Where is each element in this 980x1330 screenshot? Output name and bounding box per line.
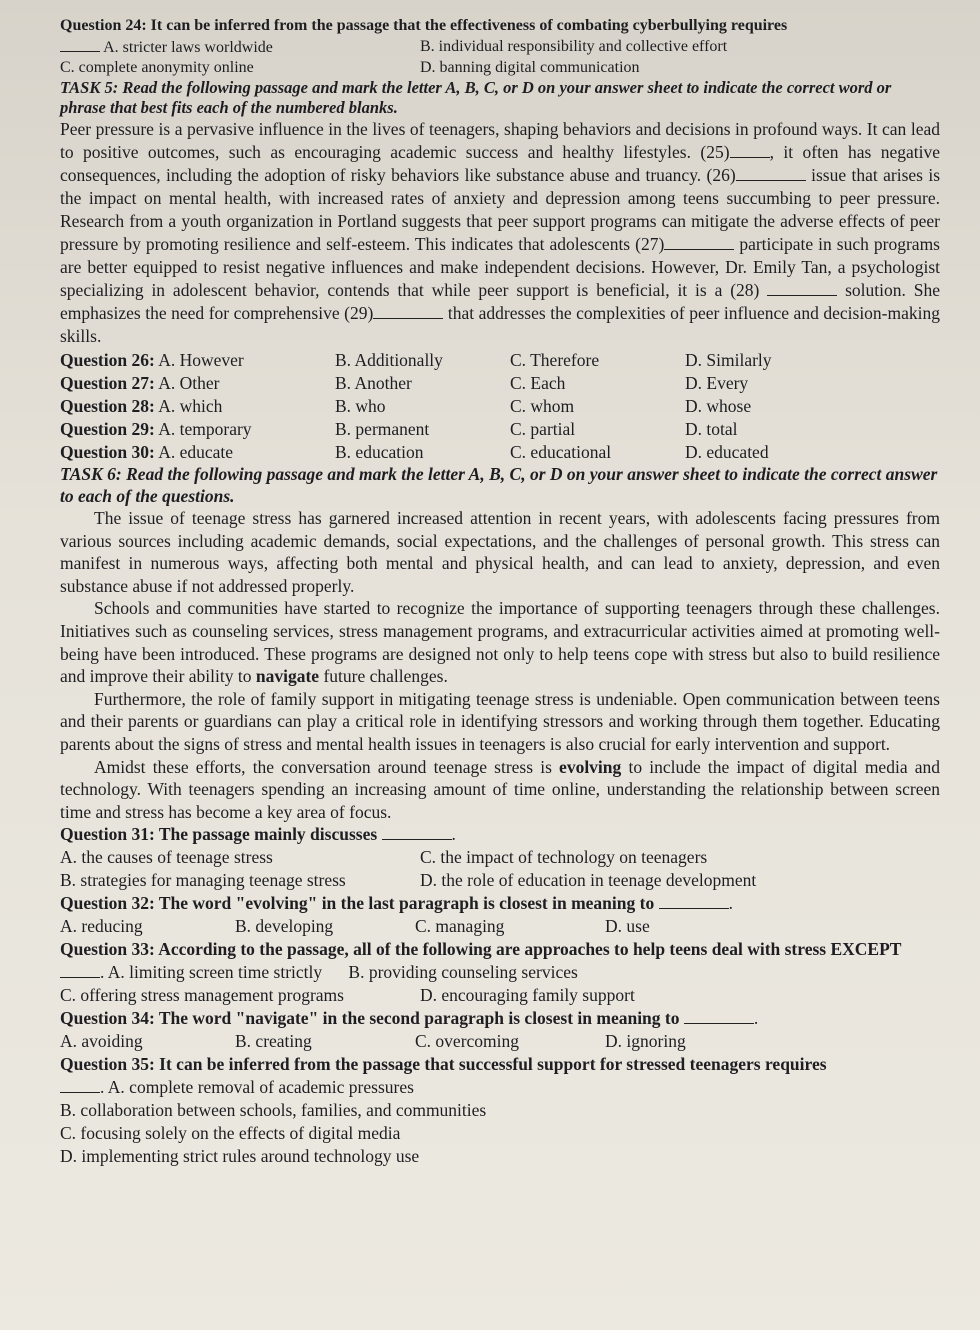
q32-option-c[interactable]: C. managing <box>415 916 505 937</box>
passage-paragraph-3: Furthermore, the role of family support in mitigating teenage stress is undeniable. Open communication between teens and their parents or guardians can play a critical role in identifying stressors and working through them together. Educating parents about the signs of stress and mental health issues in teenagers is also crucial for early intervention and support. <box>60 688 940 754</box>
q29-option-a[interactable]: A. temporary <box>158 419 252 439</box>
q27-option-d[interactable]: D. Every <box>685 373 749 393</box>
q34-option-d[interactable]: D. ignoring <box>605 1031 686 1052</box>
q32-option-d[interactable]: D. use <box>605 916 650 937</box>
q24-option-d[interactable]: D. banning digital communication <box>420 59 640 76</box>
question-32: Question 32: The word "evolving" in the last paragraph is closest in meaning to . A. reducing B. developing C. managing D. use <box>60 892 940 938</box>
q30-option-b[interactable]: B. education <box>335 442 424 462</box>
q31-stem: Question 31: The passage mainly discusses <box>60 824 378 845</box>
q31-option-a[interactable]: A. the causes of teenage stress <box>60 847 273 868</box>
word-evolving: evolving <box>559 756 622 777</box>
q24-option-a[interactable]: A. stricter laws worldwide <box>60 37 420 58</box>
q30-option-a[interactable]: A. educate <box>158 442 234 462</box>
q29-option-c[interactable]: C. partial <box>510 419 576 439</box>
q35-option-a[interactable]: A. complete removal of academic pressures <box>107 1077 414 1098</box>
q26-option-d[interactable]: D. Similarly <box>685 350 772 370</box>
word-navigate: navigate <box>255 666 320 687</box>
question-31: Question 31: The passage mainly discusses . A. the causes of teenage stress C. the impact of technology on teenagers B. strategies for managing teenage stress D. the role of education in teenage development <box>60 823 940 892</box>
q24-option-c[interactable]: C. complete anonymity online <box>60 59 254 76</box>
q24-stem: Question 24: It can be inferred from the passage that the effectiveness of combating cyberbullying requires <box>60 17 788 34</box>
blank-27[interactable] <box>664 235 734 250</box>
exam-sheet <box>60 14 940 1168</box>
q28-option-b[interactable]: B. who <box>335 396 386 416</box>
q29-option-b[interactable]: B. permanent <box>335 419 430 439</box>
q33-option-b[interactable]: B. providing counseling services <box>348 962 578 983</box>
q33-stem: Question 33: According to the passage, all of the following are approaches to help teens deal with stress EXCEPT <box>60 939 902 960</box>
q33-option-c[interactable]: C. offering stress management programs <box>60 985 344 1006</box>
blank-29[interactable] <box>373 304 443 319</box>
question-35: Question 35: It can be inferred from the passage that successful support for stressed teenagers requires . A. complete removal of academic pressures B. collaboration between schools, families, and communities C. focusing solely on the effects of digital media D. implementing strict rules around technology use <box>60 1053 940 1168</box>
q27-option-b[interactable]: B. Another <box>335 373 412 393</box>
q34-option-c[interactable]: C. overcoming <box>415 1031 520 1052</box>
q28-option-c[interactable]: C. whom <box>510 396 575 416</box>
q35-option-b[interactable]: B. collaboration between schools, families, and communities <box>60 1100 487 1121</box>
q27-option-a[interactable]: A. Other <box>158 373 220 393</box>
blank-26[interactable] <box>736 166 806 181</box>
q28-option-d[interactable]: D. whose <box>685 396 752 416</box>
q32-stem: Question 32: The word "evolving" in the last paragraph is closest in meaning to <box>60 893 655 914</box>
question-28: Question 28: A. which B. who C. whom D. whose <box>60 395 940 417</box>
question-34: Question 34: The word "navigate" in the second paragraph is closest in meaning to . A. avoiding B. creating C. overcoming D. ignoring <box>60 1007 940 1053</box>
task6-heading: TASK 6: Read the following passage and mark the letter A, B, C, or D on your answer sheet to indicate the correct answer to each of the questions. <box>60 464 938 506</box>
q28-option-a[interactable]: A. which <box>158 396 223 416</box>
question-30: Question 30: A. educate B. education C. educational D. educated <box>60 441 940 463</box>
question-27: Question 27: A. Other B. Another C. Each D. Every <box>60 372 940 394</box>
question-26: Question 26: A. However B. Additionally C. Therefore D. Similarly <box>60 349 940 371</box>
q35-stem: Question 35: It can be inferred from the passage that successful support for stressed teenagers requires <box>60 1054 827 1075</box>
q31-option-d[interactable]: D. the role of education in teenage development <box>420 870 757 891</box>
q32-option-b[interactable]: B. developing <box>235 916 334 937</box>
question-33: Question 33: According to the passage, all of the following are approaches to help teens deal with stress EXCEPT . A. limiting screen time strictly B. providing counseling services C. offering stress management programs D. encouraging family support <box>60 939 902 1006</box>
q33-option-a[interactable]: A. limiting screen time strictly <box>107 962 323 983</box>
blank-25[interactable]: (25) <box>700 142 769 162</box>
q34-option-b[interactable]: B. creating <box>235 1031 312 1052</box>
q31-option-b[interactable]: B. strategies for managing teenage stress <box>60 870 346 891</box>
passage-paragraph-1: The issue of teenage stress has garnered increased attention in recent years, with adolescents facing pressures from various sources including academic demands, social expectations, and the challenges of personal growth. This stress can manifest in numerous ways, affecting both mental and physical health, and can lead to anxiety, depression, and even substance abuse if not addressed properly. <box>60 508 940 596</box>
q29-option-d[interactable]: D. total <box>685 419 738 439</box>
passage-paragraph-2: Schools and communities have started to recognize the importance of supporting teenagers through these challenges. Initiatives such as counseling services, stress management programs, and extracurricular activities aimed at promoting well-being have been introduced. These programs are designed not only to help teens cope with stress but also to build resilience and improve their ability to navigate future challenges. <box>60 598 940 687</box>
q32-option-a[interactable]: A. reducing <box>60 916 143 937</box>
task6-passage <box>60 507 940 823</box>
q30-option-d[interactable]: D. educated <box>685 442 769 462</box>
task5-heading: TASK 5: Read the following passage and mark the letter A, B, C, or D on your answer sheet to indicate the correct word or phrase that best fits each of the numbered blanks. <box>60 78 892 117</box>
q31-option-c[interactable]: C. the impact of technology on teenagers <box>420 847 708 868</box>
q26-option-b[interactable]: B. Additionally <box>335 350 443 370</box>
question-29: Question 29: A. temporary B. permanent C. partial D. total <box>60 418 940 440</box>
q34-option-a[interactable]: A. avoiding <box>60 1031 143 1052</box>
task5-passage: Peer pressure is a pervasive influence in the lives of teenagers, shaping behaviors and decisions in profound ways. It can lead to positive outcomes, such as encouraging academic success and healthy lifestyles. (25) , it often has negative consequences, including the adoption of risky behaviors like substance abuse and truancy. (26) issue that arises is the impact on mental health, with increased rates of anxiety and depression among teens succumbing to peer pressure. Research from a youth organization in Portland suggests that peer support programs can mitigate the adverse effects of peer pressure by promoting resilience and self-esteem. This indicates that adolescents (27) participate in such programs are better equipped to resist negative influences and make independent decisions. However, Dr. Emily Tan, a psychologist specializing in adolescent behavior, contends that while peer support is beneficial, it is a (28) solution. She emphasizes the need for comprehensive (29) that addresses the complexities of peer influence and decision-making skills. <box>60 119 941 346</box>
passage-paragraph-4: Amidst these efforts, the conversation around teenage stress is evolving to include the impact of digital media and technology. With teenagers spending an increasing amount of time online, understanding the relationship between screen time and stress has become a key area of focus. <box>60 756 941 822</box>
q33-option-d[interactable]: D. encouraging family support <box>420 985 635 1006</box>
q34-stem: Question 34: The word "navigate" in the second paragraph is closest in meaning to <box>60 1008 680 1029</box>
q35-option-d[interactable]: D. implementing strict rules around technology use <box>60 1146 420 1167</box>
task5-questions <box>60 349 940 463</box>
q35-option-c[interactable]: C. focusing solely on the effects of digital media <box>60 1123 401 1144</box>
q24-option-b[interactable]: B. individual responsibility and collective effort <box>420 38 728 55</box>
blank-28[interactable] <box>767 281 837 296</box>
q27-option-c[interactable]: C. Each <box>510 373 566 393</box>
q26-option-a[interactable]: A. However <box>158 350 244 370</box>
q26-option-c[interactable]: C. Therefore <box>510 350 600 370</box>
q30-option-c[interactable]: C. educational <box>510 442 612 462</box>
